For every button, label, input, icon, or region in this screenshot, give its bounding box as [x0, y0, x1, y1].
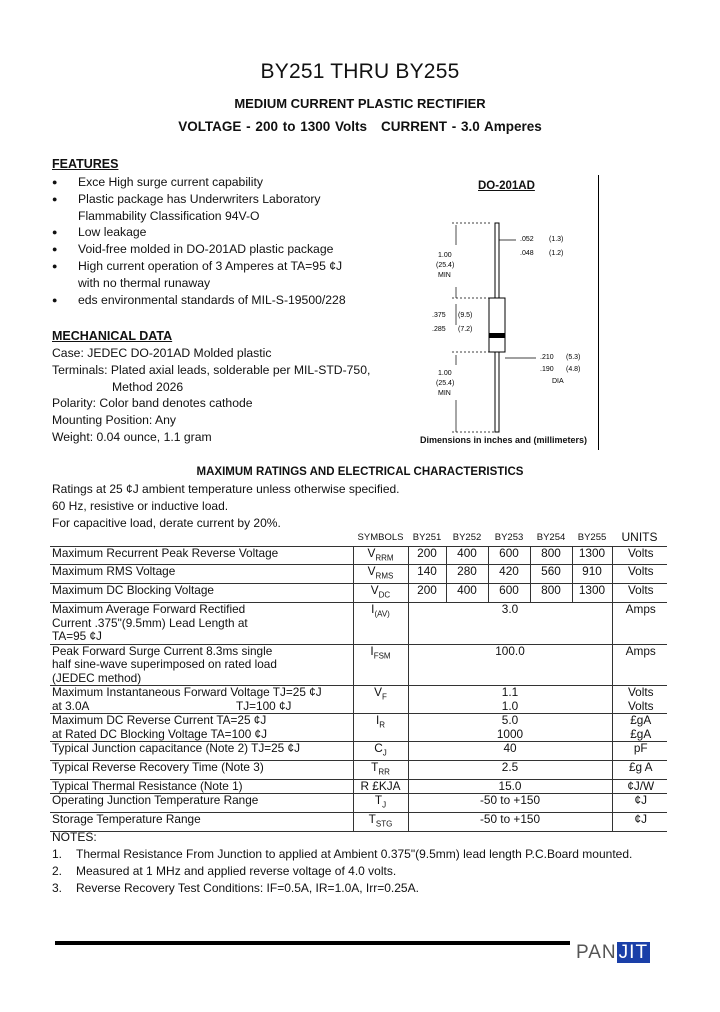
value-line: 1000	[496, 726, 524, 741]
table-row	[50, 779, 667, 794]
param-cell	[50, 686, 353, 714]
param-line: Storage Temperature Range	[52, 812, 201, 827]
value-cell	[408, 603, 612, 645]
note-number: 2.	[52, 864, 63, 878]
subtitle: MEDIUM CURRENT PLASTIC RECTIFIER	[234, 96, 486, 111]
param-line: Maximum RMS Voltage	[52, 564, 176, 579]
param-line: at 3.0A TJ=100 ¢J	[52, 698, 292, 713]
symbol-subscript: RR	[378, 767, 390, 777]
list-item: ● eds environmental standards of MIL-S-19500/228	[52, 292, 382, 309]
dim-body-dia-min-mm: (4.8)	[566, 366, 581, 373]
terminals-text: Terminals: Plated axial leads, solderable per MIL-STD-750,	[52, 362, 371, 377]
dim-lead-dia-min-mm: (1.2)	[549, 250, 564, 257]
features-list	[52, 174, 382, 308]
param-line: Typical Junction capacitance (Note 2) TJ=25 ¢J	[52, 741, 300, 756]
package-outline-diagram	[416, 215, 606, 450]
table-row	[50, 794, 667, 813]
param-line: Typical Reverse Recovery Time (Note 3)	[52, 759, 264, 774]
symbol-main: V	[370, 583, 379, 598]
table-row	[50, 742, 667, 761]
voltage-rating: VOLTAGE - 200 to 1300 Volts	[178, 119, 367, 134]
unit-cell	[612, 760, 667, 779]
symbol-cell	[353, 584, 408, 603]
symbol-subscript: RRM	[375, 552, 394, 562]
table-header-cell: UNITS	[621, 530, 658, 544]
symbol-subscript: STG	[375, 819, 393, 829]
unit-line: ¢J	[634, 793, 647, 808]
symbol-subscript: R	[379, 720, 386, 730]
param-cell	[50, 565, 353, 584]
note-text: Thermal Resistance From Junction to applied at Ambient 0.375"(9.5mm) lead length P.C.Board mounted.	[76, 847, 633, 861]
dim-body-len-min: .285	[432, 326, 446, 333]
value-cell: 600	[488, 584, 530, 603]
symbol-subscript: (AV)	[374, 609, 390, 619]
unit-line: Amps	[625, 602, 656, 617]
symbol-main: V	[367, 545, 376, 560]
value-line: -50 to +150	[479, 793, 540, 808]
dim-body-len-min-mm: (7.2)	[458, 326, 473, 333]
symbol-main: I	[370, 643, 374, 658]
unit-line: Volts	[627, 583, 654, 598]
symbol-main: T	[371, 759, 379, 774]
value-cell: 400	[446, 584, 488, 603]
dimensions-note: Dimensions in inches and (millimeters)	[420, 435, 588, 445]
value-cell: 800	[530, 584, 572, 603]
value-cell	[408, 714, 612, 742]
param-line: at Rated DC Blocking Voltage TA=100 ¢J	[52, 726, 267, 741]
unit-line: £gA	[630, 713, 652, 728]
logo-left: PAN	[576, 942, 617, 963]
value-cell	[408, 794, 612, 813]
table-row	[50, 603, 667, 645]
package-label: DO-201AD	[478, 180, 535, 192]
rating-summary	[0, 119, 720, 134]
list-item: ● Void-free molded in DO-201AD plastic package	[52, 241, 382, 258]
param-cell	[50, 779, 353, 794]
value-line: 100.0	[495, 643, 525, 658]
param-line: TA=95 ¢J	[52, 629, 102, 644]
param-line: Peak Forward Surge Current 8.3ms single	[52, 643, 273, 658]
value-cell: 600	[488, 546, 530, 565]
table-row	[50, 644, 667, 686]
table-header-cell: BY251	[412, 532, 442, 543]
param-cell	[50, 584, 353, 603]
table-header-row	[50, 530, 667, 546]
value-cell: 1300	[572, 584, 612, 603]
dim-lead-dia-max: .052	[520, 236, 534, 243]
param-cell	[50, 644, 353, 686]
symbol-main: C	[374, 741, 383, 756]
bottom-lead	[495, 352, 499, 432]
symbol-cell	[353, 760, 408, 779]
unit-cell	[612, 603, 667, 645]
dim-bot-lead-len-mm: (25.4)	[436, 380, 455, 387]
param-line: half sine-wave superimposed on rated load	[52, 657, 277, 672]
dim-bot-lead-min: MIN	[438, 390, 451, 397]
condition-text: Ratings at 25 ¢J ambient temperature unless otherwise specified.	[52, 482, 400, 496]
unit-line: £g A	[628, 759, 653, 774]
dim-bot-lead-len: 1.00	[438, 370, 452, 377]
table-row	[50, 760, 667, 779]
table-header-cell: BY255	[577, 532, 607, 543]
polarity-text: Polarity: Color band denotes cathode	[52, 396, 253, 411]
unit-line: ¢J	[634, 812, 647, 827]
value-cell	[408, 742, 612, 761]
list-item: ● High current operation of 3 Amperes at TA=95 ¢J	[52, 258, 382, 275]
symbol-main: T	[368, 812, 376, 827]
value-cell: 910	[572, 565, 612, 584]
table-header-cell	[50, 530, 353, 546]
value-line: 2.5	[501, 759, 519, 774]
symbol-cell	[353, 565, 408, 584]
dim-body-dia-min: .190	[540, 366, 554, 373]
list-item: ● Plastic package has Underwriters Laboratory	[52, 191, 382, 208]
value-cell: 560	[530, 565, 572, 584]
value-cell: 280	[446, 565, 488, 584]
dim-top-lead-len: 1.00	[438, 252, 452, 259]
param-cell	[50, 760, 353, 779]
param-line: Maximum Recurrent Peak Reverse Voltage	[52, 545, 279, 560]
unit-cell	[612, 546, 667, 565]
dim-body-dia-max-mm: (5.3)	[566, 354, 581, 361]
page-title: BY251 THRU BY255	[260, 60, 460, 83]
method-text: Method 2026	[112, 379, 184, 394]
symbol-cell	[353, 546, 408, 565]
symbol-cell	[353, 686, 408, 714]
symbol-subscript: J	[382, 800, 387, 810]
symbol-main: V	[374, 685, 382, 700]
symbol-subscript: RMS	[375, 571, 394, 581]
param-line: Current .375"(9.5mm) Lead Length at	[52, 615, 248, 630]
param-line: Typical Thermal Resistance (Note 1)	[52, 778, 243, 793]
param-cell	[50, 603, 353, 645]
table-row	[50, 565, 667, 584]
value-cell	[408, 760, 612, 779]
symbol-main: R £KJA	[360, 778, 401, 793]
notes-heading: NOTES:	[52, 830, 97, 844]
note-item	[52, 846, 692, 863]
dim-lead-dia-min: .048	[520, 250, 534, 257]
dim-top-lead-min: MIN	[438, 272, 451, 279]
symbol-cell	[353, 644, 408, 686]
symbol-subscript: J	[382, 748, 387, 758]
value-cell: 800	[530, 546, 572, 565]
symbol-cell	[353, 779, 408, 794]
top-lead	[495, 223, 499, 298]
symbol-cell	[353, 794, 408, 813]
brand-logo	[576, 942, 650, 964]
symbol-main: V	[367, 564, 376, 579]
unit-line: pF	[633, 741, 648, 756]
footer-rule	[55, 941, 570, 945]
unit-cell	[612, 714, 667, 742]
symbol-subscript: DC	[378, 590, 391, 600]
note-item	[52, 863, 692, 880]
dim-body-len-max-mm: (9.5)	[458, 312, 473, 319]
param-line: Maximum Average Forward Rectified	[52, 602, 246, 617]
symbol-subscript: FSM	[373, 650, 391, 660]
symbol-cell	[353, 603, 408, 645]
unit-cell	[612, 565, 667, 584]
value-cell: 400	[446, 546, 488, 565]
list-item: with no thermal runaway	[78, 275, 211, 290]
param-cell	[50, 794, 353, 813]
note-number: 3.	[52, 881, 63, 895]
unit-cell	[612, 686, 667, 714]
symbol-cell	[353, 714, 408, 742]
condition-text: For capacitive load, derate current by 20%.	[52, 516, 281, 530]
condition-text: 60 Hz, resistive or inductive load.	[52, 499, 229, 513]
unit-line: ¢J/W	[627, 778, 655, 793]
value-line: 1.0	[501, 698, 519, 713]
table-row	[50, 584, 667, 603]
value-line: 15.0	[498, 778, 522, 793]
note-text: Measured at 1 MHz and applied reverse voltage of 4.0 volts.	[76, 864, 397, 878]
param-line: Operating Junction Temperature Range	[52, 793, 259, 808]
value-line: 3.0	[501, 602, 519, 617]
value-cell: 420	[488, 565, 530, 584]
unit-line: £gA	[630, 726, 652, 741]
unit-line: Volts	[627, 545, 654, 560]
dim-body-len-max: .375	[432, 312, 446, 319]
list-item: ● Exce High surge current capability	[52, 174, 382, 191]
symbol-cell	[353, 742, 408, 761]
value-cell: 200	[408, 584, 446, 603]
table-header-cell: BY253	[494, 532, 524, 543]
ratings-table	[50, 530, 667, 832]
dim-body-dia-max: .210	[540, 354, 554, 361]
value-cell	[408, 779, 612, 794]
table-row	[50, 546, 667, 565]
param-line: (JEDEC method)	[52, 670, 142, 685]
value-line: 40	[503, 741, 517, 756]
value-cell	[408, 644, 612, 686]
symbol-subscript: F	[381, 692, 387, 702]
table-row	[50, 686, 667, 714]
table-header-cell: SYMBOLS	[357, 532, 404, 543]
value-cell	[408, 686, 612, 714]
note-item	[52, 880, 692, 897]
unit-line: Volts	[627, 698, 654, 713]
param-cell	[50, 714, 353, 742]
unit-line: Volts	[627, 685, 654, 700]
mechanical-data	[52, 345, 382, 446]
value-cell: 1300	[572, 546, 612, 565]
unit-cell	[612, 794, 667, 813]
case-text: Case: JEDEC DO-201AD Molded plastic	[52, 346, 272, 360]
symbol-main: I	[375, 713, 380, 728]
dim-lead-dia-max-mm: (1.3)	[549, 236, 564, 243]
mounting-text: Mounting Position: Any	[52, 413, 176, 428]
dim-top-lead-len-mm: (25.4)	[436, 262, 455, 269]
unit-line: Amps	[625, 643, 656, 658]
param-cell	[50, 742, 353, 761]
value-line: 1.1	[501, 685, 519, 700]
unit-cell	[612, 644, 667, 686]
note-text: Reverse Recovery Test Conditions: IF=0.5A, IR=1.0A, Irr=0.25A.	[76, 881, 419, 895]
table-header-cell: BY252	[452, 532, 482, 543]
notes-section	[52, 829, 692, 897]
unit-cell	[612, 584, 667, 603]
unit-line: Volts	[627, 564, 654, 579]
param-line: Maximum DC Reverse Current TA=25 ¢J	[52, 713, 267, 728]
logo-right: JIT	[618, 942, 649, 963]
value-cell: 200	[408, 546, 446, 565]
param-line: Maximum DC Blocking Voltage	[52, 583, 214, 598]
package-divider	[598, 175, 599, 450]
symbol-main: T	[374, 793, 383, 808]
list-item: ● Low leakage	[52, 224, 382, 241]
list-item: Flammability Classification 94V-O	[78, 208, 260, 223]
table-header-cell: BY254	[536, 532, 566, 543]
param-line: Maximum Instantaneous Forward Voltage TJ=25 ¢J	[52, 685, 322, 700]
value-line: -50 to +150	[479, 812, 540, 827]
value-cell: 140	[408, 565, 446, 584]
current-rating: CURRENT - 3.0 Amperes	[381, 119, 542, 134]
mechanical-heading: MECHANICAL DATA	[52, 329, 173, 343]
features-heading: FEATURES	[52, 157, 119, 171]
dim-dia-label: DIA	[552, 378, 564, 385]
note-number: 1.	[52, 847, 63, 861]
diode-body	[489, 298, 505, 352]
weight-text: Weight: 0.04 ounce, 1.1 gram	[52, 429, 212, 444]
table-row	[50, 714, 667, 742]
value-line: 5.0	[501, 713, 519, 728]
symbol-main: I	[371, 602, 375, 617]
ratings-heading: MAXIMUM RATINGS AND ELECTRICAL CHARACTERISTICS	[196, 466, 524, 478]
unit-cell	[612, 742, 667, 761]
unit-cell	[612, 779, 667, 794]
param-cell	[50, 546, 353, 565]
cathode-band	[489, 333, 505, 338]
